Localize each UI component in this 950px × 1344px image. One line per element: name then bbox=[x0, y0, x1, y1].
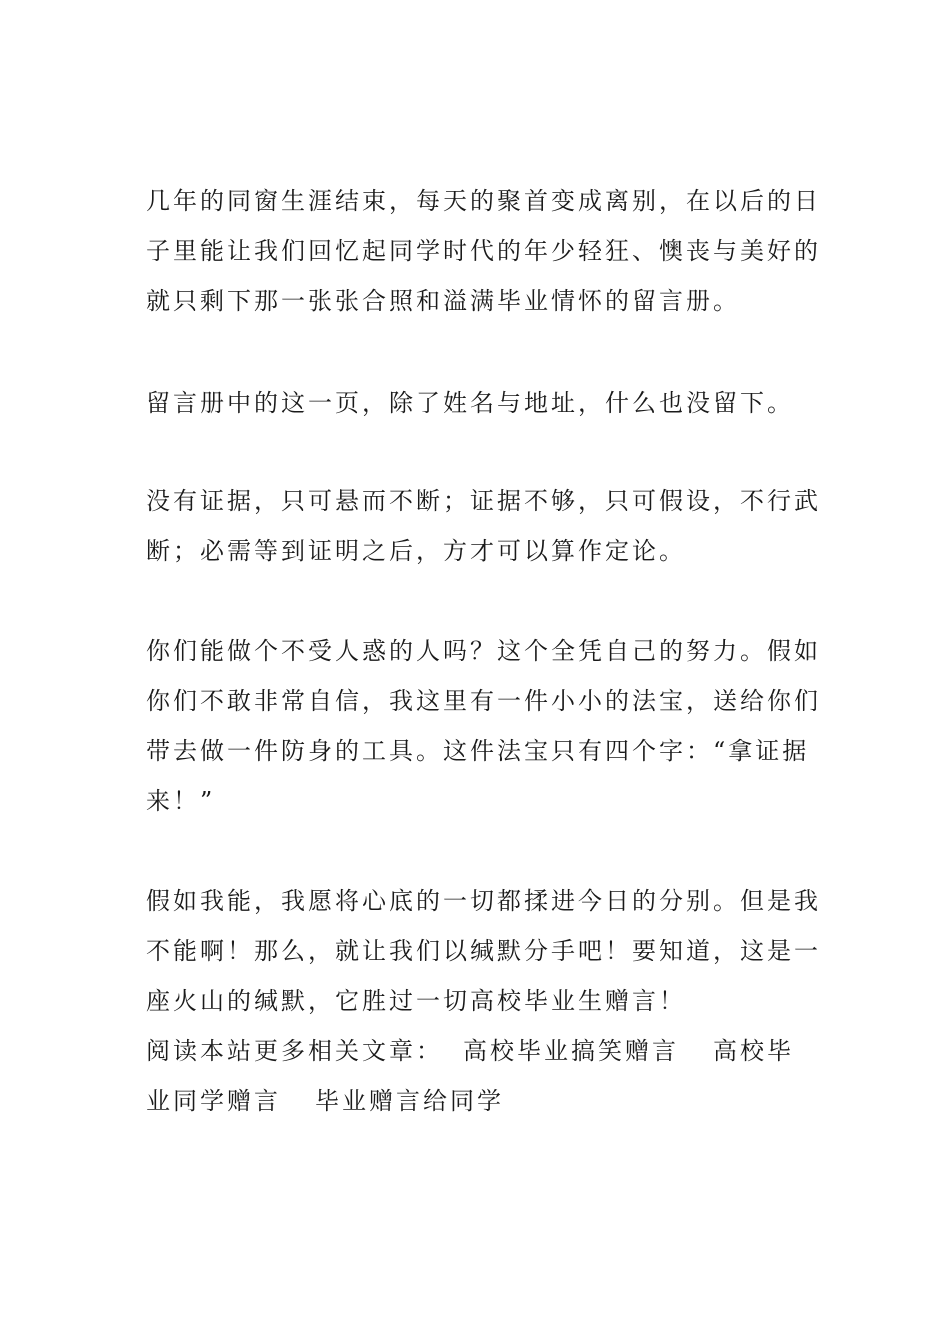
related-line bbox=[146, 1026, 810, 1076]
text-line: 几年的同窗生涯结束，每天的聚首变成离别，在以后的日 bbox=[146, 187, 821, 215]
text-line: 不能啊！那么，就让我们以缄默分手吧！要知道，这是一 bbox=[146, 937, 821, 965]
text-line: 子里能让我们回忆起同学时代的年少轻狂、懊丧与美好的 bbox=[146, 237, 821, 265]
text-line: 座火山的缄默，它胜过一切高校毕业生赠言！ bbox=[146, 987, 686, 1015]
text-line: 留言册中的这一页，除了姓名与地址，什么也没留下。 bbox=[146, 389, 794, 417]
related-line bbox=[146, 1076, 810, 1126]
related-articles bbox=[146, 1026, 810, 1126]
text-line: 断；必需等到证明之后，方才可以算作定论。 bbox=[146, 537, 686, 565]
paragraph-graduation-memories bbox=[146, 176, 821, 326]
text-line: 假如我能，我愿将心底的一切都揉进今日的分别。但是我 bbox=[146, 887, 821, 915]
related-link-classmate-part1[interactable]: 高校毕 bbox=[713, 1037, 794, 1065]
paragraph-magic-weapon bbox=[146, 626, 821, 826]
related-label: 阅读本站更多相关文章： bbox=[146, 1037, 443, 1065]
text-line: 来！” bbox=[146, 787, 216, 815]
text-line: 你们不敢非常自信，我这里有一件小小的法宝，送给你们 bbox=[146, 687, 821, 715]
related-link-funny-graduation[interactable]: 高校毕业搞笑赠言 bbox=[463, 1037, 679, 1065]
paragraph-guestbook-page bbox=[146, 378, 810, 428]
related-link-for-classmates[interactable]: 毕业赠言给同学 bbox=[315, 1087, 504, 1115]
text-line: 你们能做个不受人惑的人吗？这个全凭自己的努力。假如 bbox=[146, 637, 821, 665]
text-line: 没有证据，只可悬而不断；证据不够，只可假设，不行武 bbox=[146, 487, 821, 515]
paragraph-evidence bbox=[146, 476, 821, 576]
related-link-classmate-part2[interactable]: 业同学赠言 bbox=[146, 1087, 281, 1115]
paragraph-farewell bbox=[146, 876, 821, 1026]
text-line: 带去做一件防身的工具。这件法宝只有四个字：“拿证据 bbox=[146, 737, 810, 765]
text-line: 就只剩下那一张张合照和溢满毕业情怀的留言册。 bbox=[146, 287, 740, 315]
